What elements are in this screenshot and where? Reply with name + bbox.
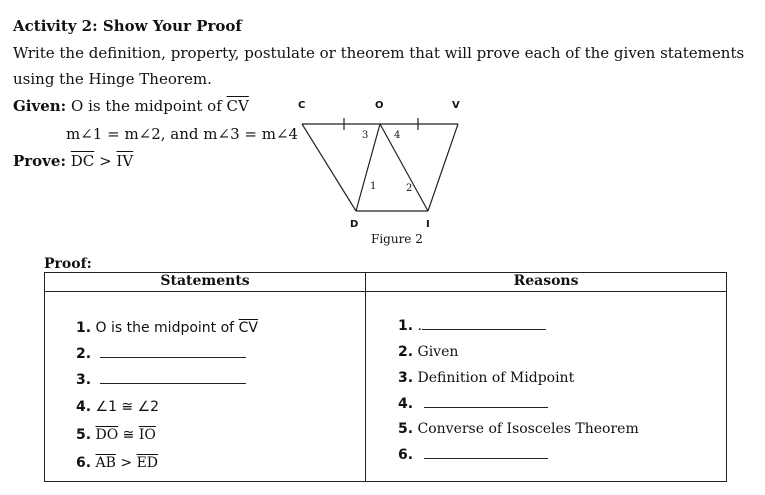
statement-segment-ed: $\overline{ED}$: [136, 455, 159, 471]
statement-number: 3.: [76, 372, 92, 388]
reason-3: [398, 370, 574, 386]
prove-label: Prove:: [13, 152, 66, 170]
segment-vi: [428, 124, 458, 211]
reason-4-blank[interactable]: [424, 406, 548, 408]
statement-1: [76, 320, 258, 336]
statement-number: 6.: [76, 455, 92, 471]
reason-number: 3.: [398, 370, 414, 386]
given-label: Given:: [13, 97, 67, 115]
reason-text: Definition of Midpoint: [417, 370, 575, 386]
point-label-o: O: [375, 100, 384, 111]
segment-cd: [302, 124, 356, 211]
statement-4: [76, 399, 159, 415]
statement-number: 1.: [76, 320, 92, 336]
activity-heading: Activity 2: Show Your Proof: [13, 17, 242, 35]
given-line: [13, 97, 249, 115]
angle-label-2: 2: [406, 183, 413, 194]
reason-6[interactable]: [398, 447, 548, 463]
prove-seg-iv: $\overline{IV}$: [116, 152, 134, 170]
statement-3[interactable]: [76, 372, 246, 388]
statement-text: ∠1 ≅ ∠2: [95, 399, 160, 415]
angle-label-4: 4: [394, 130, 401, 141]
statement-2[interactable]: [76, 346, 246, 362]
reason-number: 2.: [398, 344, 414, 360]
reason-6-blank[interactable]: [424, 457, 548, 459]
instructions-line-1: Write the definition, property, postulate or theorem that will prove each of the given statements: [13, 44, 745, 62]
statement-segment-do: $\overline{DO}$: [95, 427, 119, 443]
statement-segment-ab: $\overline{AB}$: [95, 455, 116, 471]
given-segment: $\overline{CV}$: [226, 97, 249, 115]
reason-text: Converse of Isosceles Theorem: [417, 421, 639, 437]
reason-1[interactable]: [398, 318, 546, 334]
statement-number: 5.: [76, 427, 92, 443]
reason-number: 5.: [398, 421, 414, 437]
reason-4[interactable]: [398, 396, 548, 412]
statement-segment-io: $\overline{IO}$: [138, 427, 156, 443]
statement-number: 4.: [76, 399, 92, 415]
reason-2: [398, 344, 458, 360]
point-label-i: I: [426, 219, 430, 230]
statement-text: O is the midpoint of: [95, 320, 239, 336]
given-text: O is the midpoint of: [71, 97, 227, 115]
reason-5: [398, 421, 639, 437]
given-angles: m∠1 = m∠2, and m∠3 = m∠4: [66, 125, 299, 143]
statements-header: Statements: [45, 273, 366, 292]
statement-3-blank[interactable]: [100, 382, 246, 384]
reason-text: Given: [417, 344, 459, 360]
statement-number: 2.: [76, 346, 92, 362]
reason-1-blank[interactable]: [422, 328, 546, 330]
prove-op: >: [99, 152, 112, 170]
point-label-v: V: [452, 100, 460, 111]
statement-5: [76, 427, 156, 443]
proof-label: Proof:: [44, 256, 92, 272]
instructions-line-2: using the Hinge Theorem.: [13, 70, 212, 88]
statement-6: [76, 455, 158, 471]
reason-number: 1.: [398, 318, 414, 334]
angle-label-3: 3: [362, 130, 369, 141]
figure-2-diagram: [290, 92, 475, 252]
statement-op: ≅: [122, 427, 135, 443]
reason-number: 6.: [398, 447, 414, 463]
segment-oi: [380, 124, 428, 211]
statement-segment: $\overline{CV}$: [238, 320, 258, 336]
point-label-c: C: [298, 100, 306, 111]
statement-op: >: [120, 455, 133, 471]
reasons-header: Reasons: [366, 273, 727, 292]
point-label-d: D: [350, 219, 359, 230]
angle-label-1: 1: [370, 181, 377, 192]
prove-line: [13, 152, 133, 170]
prove-seg-dc: $\overline{DC}$: [70, 152, 95, 170]
statement-2-blank[interactable]: [100, 356, 246, 358]
reason-text: .: [417, 318, 422, 334]
reason-number: 4.: [398, 396, 414, 412]
figure-caption: Figure 2: [371, 232, 423, 246]
